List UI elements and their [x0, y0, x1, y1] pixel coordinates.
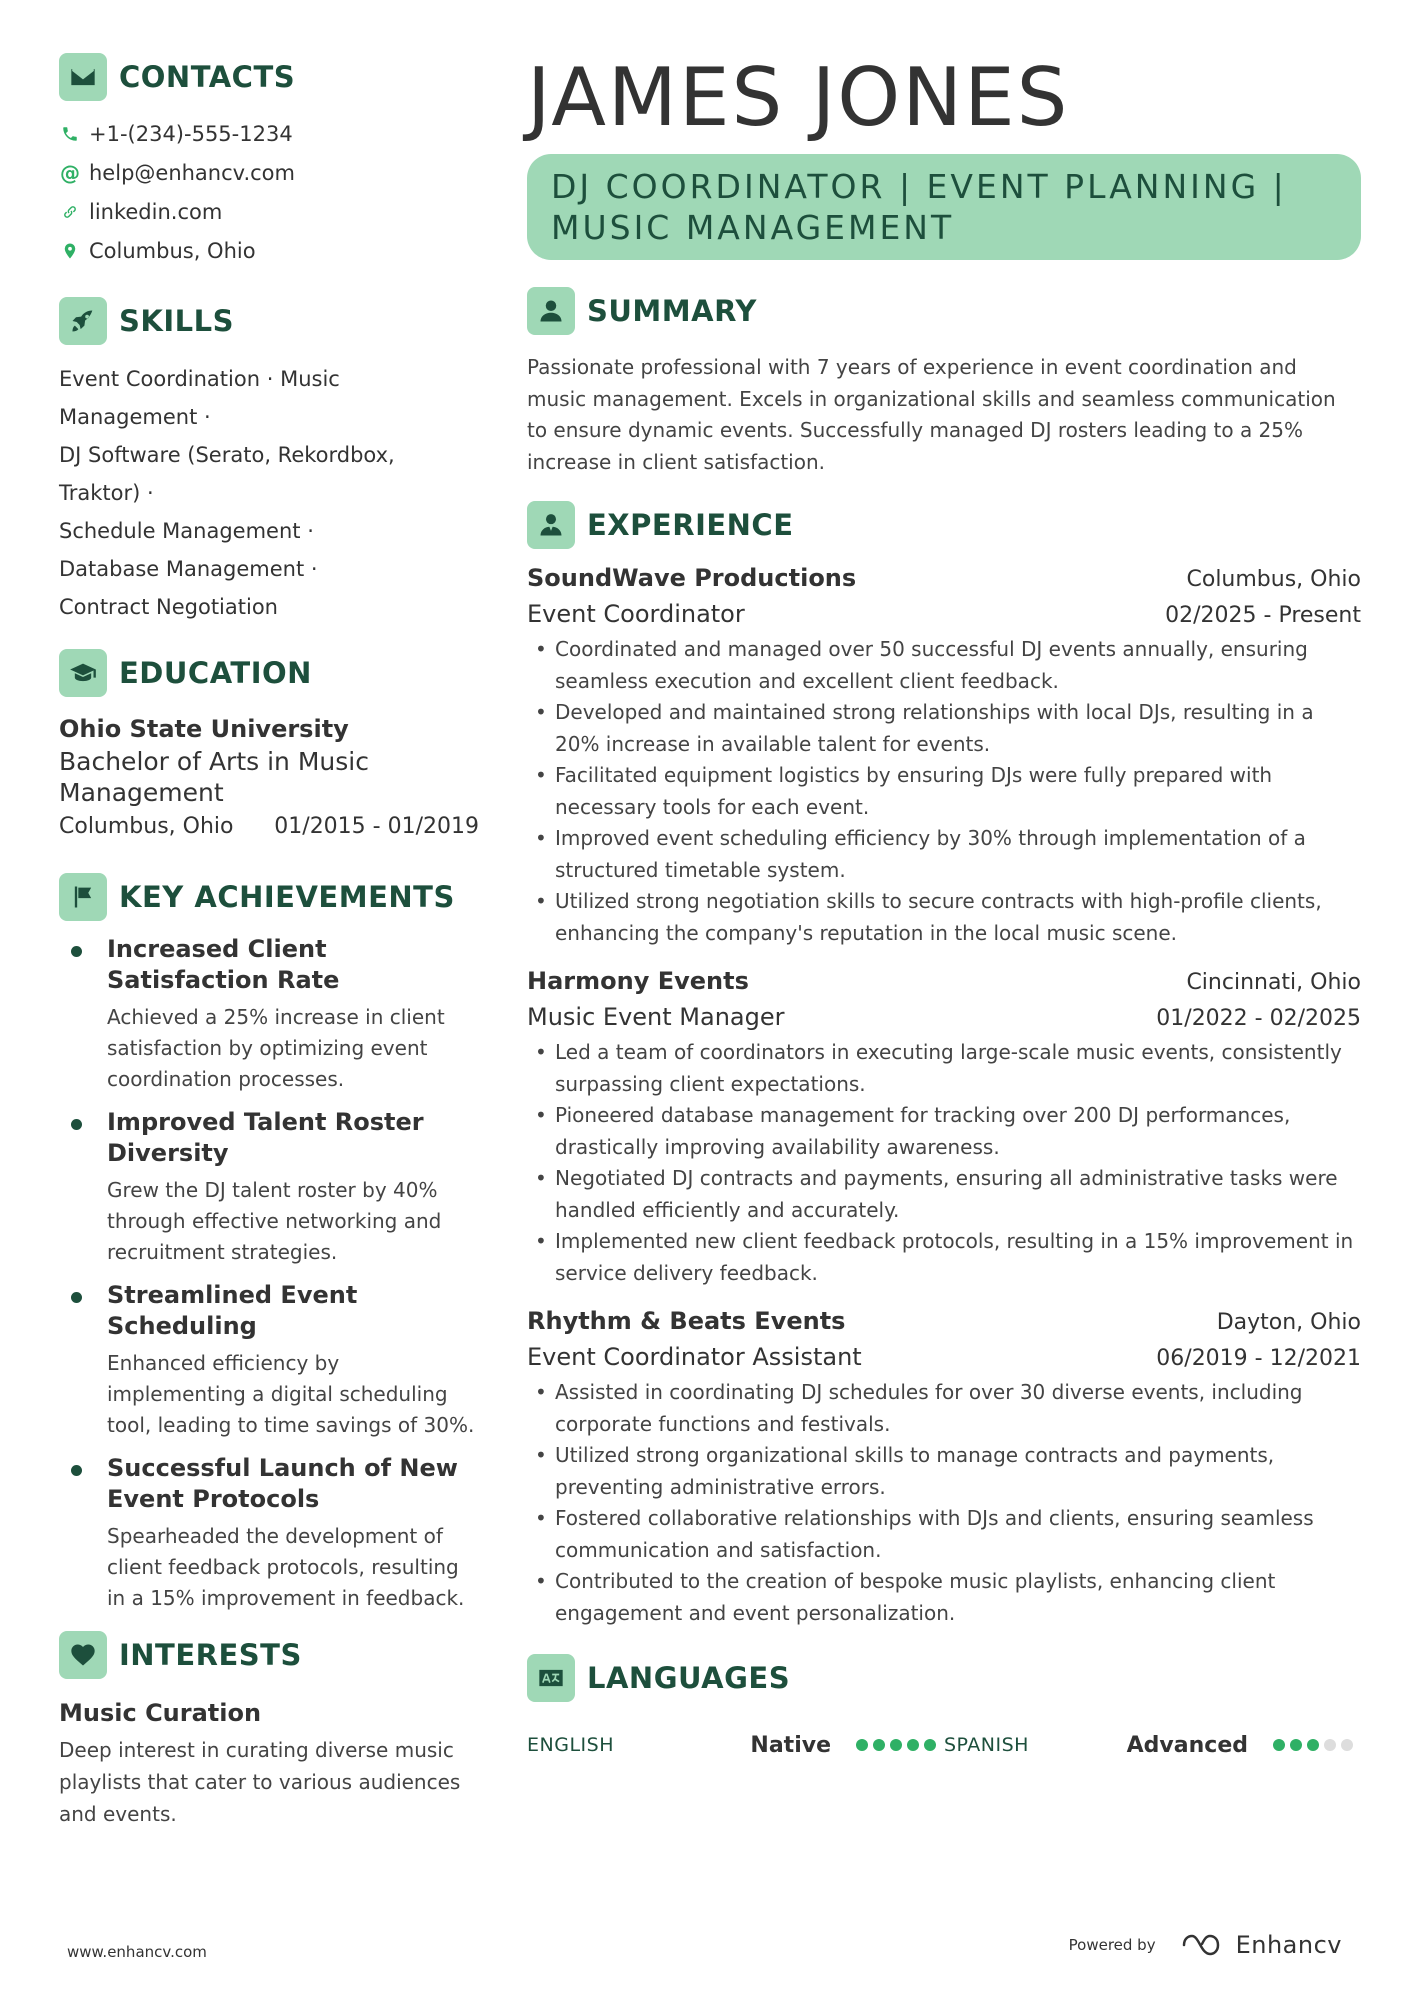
contacts-title: CONTACTS [119, 60, 296, 94]
at-sign-icon: @ [60, 160, 80, 185]
job-location: Dayton, Ohio [1216, 1310, 1361, 1335]
contact-phone[interactable] [59, 114, 479, 153]
job-bullet: • Led a team of coordinators in executing large-scale music events, consistently surpassing client expectations. [527, 1037, 1361, 1100]
skill-item: Event Coordination · [59, 367, 273, 391]
job-bullets [527, 634, 1361, 949]
language-level: Advanced [1126, 1732, 1248, 1758]
headline-banner [527, 154, 1361, 260]
job-dates: 02/2025 - Present [1165, 603, 1361, 628]
user-icon [527, 287, 575, 335]
achievement-desc: Enhanced efficiency by implementing a digital scheduling tool, leading to time savings of 30%. [107, 1351, 475, 1437]
envelope-icon [59, 53, 107, 101]
language-name: ENGLISH [527, 1734, 614, 1756]
interests-title: INTERESTS [119, 1638, 302, 1672]
right-column [527, 52, 1361, 1761]
education-location: Columbus, Ohio [59, 814, 234, 839]
map-pin-icon [59, 240, 81, 262]
graduation-cap-icon [59, 649, 107, 697]
job-role: Event Coordinator [527, 600, 745, 628]
heart-icon [59, 1631, 107, 1679]
job-bullet: • Utilized strong organizational skills to manage contracts and payments, preventing administrative errors. [527, 1440, 1361, 1503]
summary-text: Passionate professional with 7 years of experience in event coordination and music management. Excels in organizational skills and seamless communication to ensure dynamic events. Successfully managed DJ rosters leading to a 25% increase in client satisfaction. [527, 355, 1336, 474]
job-entry [527, 560, 1361, 949]
achievement-item [59, 934, 479, 1095]
powered-by-text: Powered by [1068, 1936, 1156, 1954]
achievement-title: Successful Launch of New Event Protocols [107, 1454, 458, 1513]
rating-dot [1341, 1739, 1353, 1751]
language-name: SPANISH [944, 1734, 1029, 1756]
job-bullet: • Negotiated DJ contracts and payments, ensuring all administrative tasks were handled efficiently and accurately. [527, 1163, 1361, 1226]
job-entry [527, 963, 1361, 1289]
experience-header [527, 500, 1361, 550]
achievements-list [59, 934, 479, 1614]
brand-name: Enhancv [1235, 1931, 1342, 1959]
job-bullet: • Utilized strong negotiation skills to secure contracts with high-profile clients, enhancing the company's reputation in the local music scene. [527, 886, 1361, 949]
job-bullet: • Fostered collaborative relationships with DJs and clients, ensuring seamless communication and satisfaction. [527, 1503, 1361, 1566]
rating-dot [1307, 1739, 1319, 1751]
rating-dot [1324, 1739, 1336, 1751]
job-bullet: • Coordinated and managed over 50 successful DJ events annually, ensuring seamless execution and excellent client feedback. [527, 634, 1361, 697]
job-bullet: • Facilitated equipment logistics by ensuring DJs were fully prepared with necessary tools for each event. [527, 760, 1361, 823]
achievement-title: Improved Talent Roster Diversity [107, 1108, 424, 1167]
degree: Bachelor of Arts in Music Management [59, 747, 369, 807]
rating-dot [1290, 1739, 1302, 1751]
contact-list [59, 114, 479, 270]
phone-icon [59, 123, 81, 145]
bullet-dot [71, 1119, 82, 1130]
rating-dot [856, 1739, 868, 1751]
phone-text: +1-(234)-555-1234 [89, 121, 293, 146]
job-dates: 01/2022 - 02/2025 [1156, 1006, 1361, 1031]
education-entry [59, 712, 479, 844]
job-bullet: • Contributed to the creation of bespoke music playlists, enhancing client engagement and event personalization. [527, 1566, 1361, 1629]
linkedin-text: linkedin.com [89, 199, 223, 224]
school-name: Ohio State University [59, 715, 349, 743]
job-location: Cincinnati, Ohio [1186, 970, 1361, 995]
job-role: Event Coordinator Assistant [527, 1343, 862, 1371]
footer-website[interactable]: www.enhancv.com [67, 1943, 207, 1961]
footer-branding [1069, 1930, 1342, 1960]
contact-location [59, 231, 479, 270]
skill-item: Music Management · [59, 367, 340, 429]
education-title: EDUCATION [119, 656, 312, 690]
skill-item: Schedule Management · [59, 519, 314, 543]
rating-dot [907, 1739, 919, 1751]
rocket-icon [59, 297, 107, 345]
job-dates: 06/2019 - 12/2021 [1156, 1346, 1361, 1371]
interest-desc: Deep interest in curating diverse music playlists that cater to various audiences and events. [59, 1738, 461, 1826]
education-header [59, 648, 479, 698]
skills-list [59, 360, 479, 626]
achievements-header [59, 872, 479, 922]
job-bullet: • Assisted in coordinating DJ schedules for over 30 diverse events, including corporate functions and festivals. [527, 1377, 1361, 1440]
job-company: SoundWave Productions [527, 564, 857, 592]
job-entry [527, 1303, 1361, 1629]
achievement-title: Streamlined Event Scheduling [107, 1281, 358, 1340]
bullet-dot [71, 1465, 82, 1476]
contact-email[interactable] [59, 153, 479, 192]
achievement-desc: Spearheaded the development of client feedback protocols, resulting in a 15% improvement in feedback. [107, 1524, 465, 1610]
education-meta [59, 810, 479, 844]
skill-item: Database Management · [59, 557, 318, 581]
interest-title: Music Curation [59, 1699, 262, 1727]
language-item [944, 1733, 1361, 1758]
rating-dot [873, 1739, 885, 1751]
headline-text: DJ COORDINATOR | EVENT PLANNING | MUSIC MANAGEMENT [551, 167, 1287, 247]
job-bullet: • Pioneered database management for tracking over 200 DJ performances, drastically improving availability awareness. [527, 1100, 1361, 1163]
summary-title: SUMMARY [587, 294, 757, 328]
language-item [527, 1733, 944, 1758]
language-rating [1268, 1739, 1353, 1751]
skills-header [59, 296, 479, 346]
language-rating [851, 1739, 936, 1751]
enhancv-logo[interactable] [1180, 1930, 1342, 1960]
contacts-header [59, 52, 479, 102]
education-dates: 01/2015 - 01/2019 [274, 814, 479, 839]
achievement-desc: Grew the DJ talent roster by 40% through effective networking and recruitment strategies. [107, 1178, 442, 1264]
enhancv-logo-icon [1180, 1930, 1228, 1960]
bullet-dot [71, 946, 82, 957]
achievement-title: Increased Client Satisfaction Rate [107, 935, 340, 994]
job-company: Harmony Events [527, 967, 749, 995]
job-company: Rhythm & Beats Events [527, 1307, 846, 1335]
skill-item: DJ Software (Serato, Rekordbox, Traktor) · [59, 443, 395, 505]
achievement-item [59, 1453, 479, 1614]
achievement-item [59, 1107, 479, 1268]
job-role: Music Event Manager [527, 1003, 785, 1031]
contact-linkedin[interactable] [59, 192, 479, 231]
languages-header [527, 1653, 1361, 1703]
skills-title: SKILLS [119, 304, 234, 338]
location-text: Columbus, Ohio [89, 238, 256, 263]
flag-icon [59, 873, 107, 921]
rating-dot [890, 1739, 902, 1751]
email-text: help@enhancv.com [89, 160, 295, 185]
languages-list [527, 1729, 1361, 1761]
summary-header [527, 286, 1361, 336]
achievement-desc: Achieved a 25% increase in client satisfaction by optimizing event coordination processes. [107, 1005, 445, 1091]
link-icon [59, 201, 81, 223]
translate-icon [527, 1654, 575, 1702]
candidate-name: JAMES JONES [527, 51, 1070, 144]
job-bullet: • Developed and maintained strong relationships with local DJs, resulting in a 20% increase in available talent for events. [527, 697, 1361, 760]
job-bullet: • Implemented new client feedback protocols, resulting in a 15% improvement in service delivery feedback. [527, 1226, 1361, 1289]
bullet-dot [71, 1292, 82, 1303]
user-tie-icon [527, 501, 575, 549]
rating-dot [924, 1739, 936, 1751]
job-bullets [527, 1377, 1361, 1629]
experience-title: EXPERIENCE [587, 508, 794, 542]
achievement-item [59, 1280, 479, 1441]
rating-dot [1273, 1739, 1285, 1751]
skill-item: Contract Negotiation [59, 595, 278, 619]
left-column [59, 52, 479, 1830]
languages-title: LANGUAGES [587, 1661, 791, 1695]
language-level: Native [750, 1732, 831, 1758]
achievements-title: KEY ACHIEVEMENTS [119, 880, 455, 914]
interests-header [59, 1630, 479, 1680]
job-location: Columbus, Ohio [1186, 567, 1361, 592]
job-bullet: • Improved event scheduling efficiency by 30% through implementation of a structured timetable system. [527, 823, 1361, 886]
job-bullets [527, 1037, 1361, 1289]
